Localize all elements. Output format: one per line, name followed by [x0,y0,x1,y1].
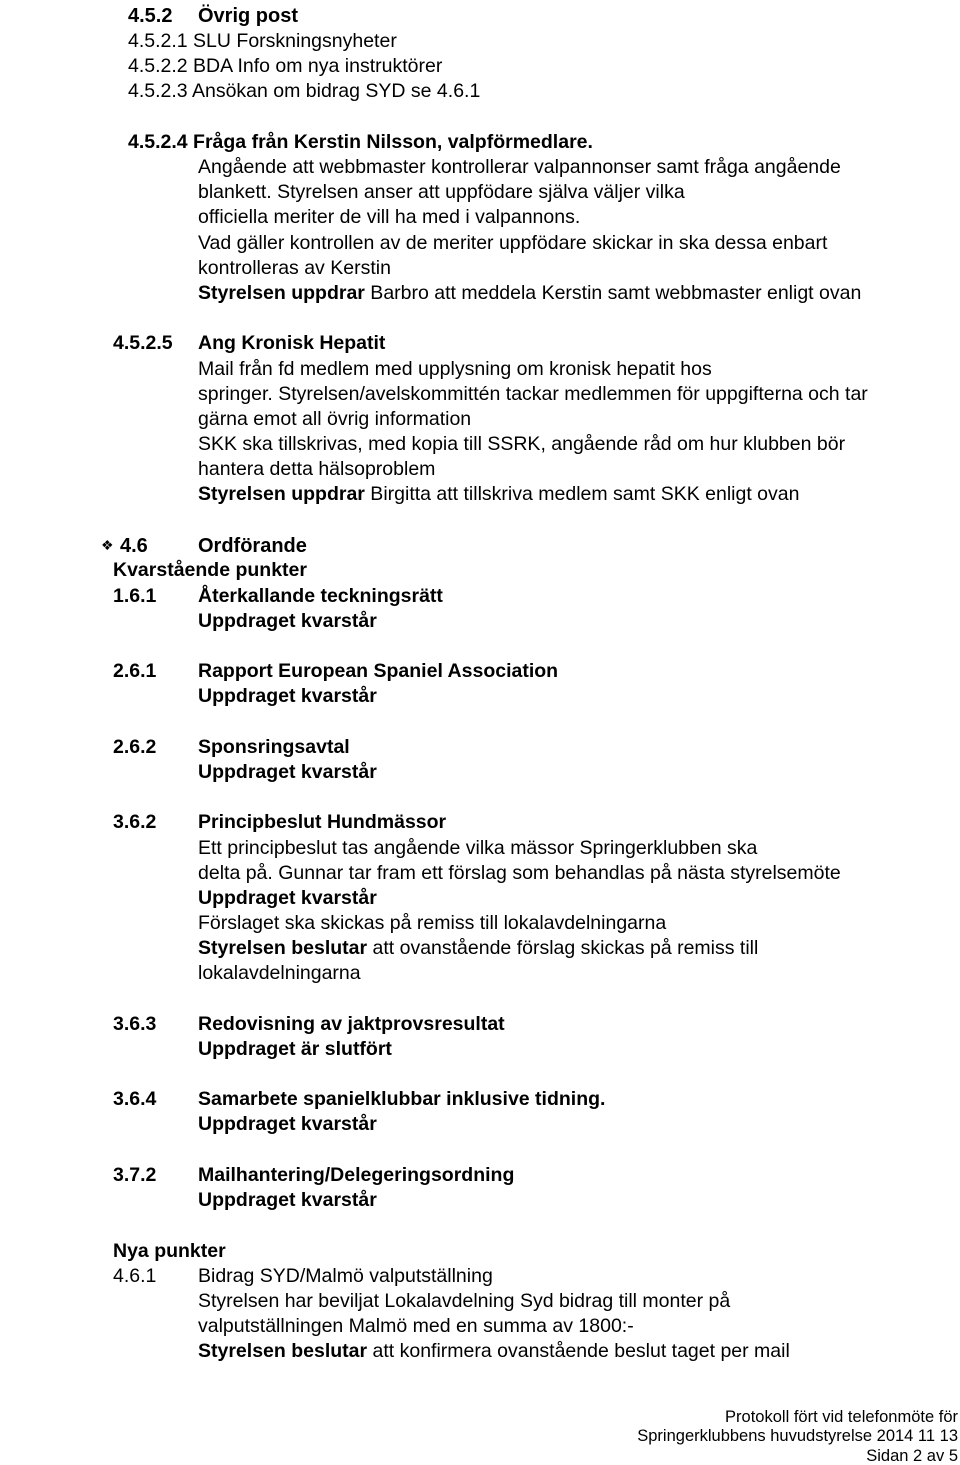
point-number: 4.6.1 [113,1265,157,1287]
paragraph-line: officiella meriter de vill ha med i valpannons. [198,206,581,228]
footer-line: Springerklubbens huvudstyrelse 2014 11 13 [637,1427,958,1445]
paragraph-line: Styrelsen har beviljat Lokalavdelning Syd bidrag till monter på [198,1290,731,1312]
paragraph-line: lokalavdelningarna [198,962,361,984]
decision-line [198,1342,790,1362]
status-text: Uppdraget kvarstår [198,1113,377,1135]
list-item: 4.5.2.2 BDA Info om nya instruktörer [128,55,443,77]
item-number: 4.5.2.5 [113,332,173,354]
section-title: Ordförande [198,535,307,557]
paragraph-line: gärna emot all övrig information [198,408,472,430]
decision-label: Styrelsen uppdrar [198,282,365,304]
subsection-heading: Nya punkter [113,1240,226,1262]
status-text: Uppdraget kvarstår [198,887,377,909]
paragraph-line: Vad gäller kontrollen av de meriter uppfödare skickar in ska dessa enbart [198,232,828,254]
point-title: Rapport European Spaniel Association [198,660,559,682]
point-number: 3.6.3 [113,1013,157,1035]
decision-text: Barbro att meddela Kerstin samt webbmaster enligt ovan [364,282,862,304]
decision-label: Styrelsen uppdrar [198,483,365,505]
status-text: Uppdraget kvarstår [198,610,377,632]
section-heading-title: Övrig post [198,5,299,27]
paragraph-line: Förslaget ska skickas på remiss till lokalavdelningarna [198,912,667,934]
point-number: 1.6.1 [113,585,157,607]
decision-line [198,939,758,959]
paragraph-line: valputställningen Malmö med en summa av 1800:- [198,1315,634,1337]
point-title: Återkallande teckningsrätt [198,585,443,607]
paragraph-line: springer. Styrelsen/avelskommittén tackar medlemmen för uppgifterna och tar [198,383,868,405]
diamond-bullet-icon: ❖ [101,537,114,553]
point-title: Bidrag SYD/Malmö valputställning [198,1265,493,1287]
decision-line [198,284,861,304]
status-text: Uppdraget kvarstår [198,685,377,707]
list-item: 4.5.2.1 SLU Forskningsnyheter [128,30,397,52]
paragraph-line: Mail från fd medlem med upplysning om kronisk hepatit hos [198,358,712,380]
list-item: 4.5.2.3 Ansökan om bidrag SYD se 4.6.1 [128,80,481,102]
paragraph-line: hantera detta hälsoproblem [198,458,436,480]
item-heading: 4.5.2.4 Fråga från Kerstin Nilsson, valpförmedlare. [128,131,593,153]
point-title: Samarbete spanielklubbar inklusive tidning. [198,1088,606,1110]
paragraph-line: Angående att webbmaster kontrollerar valpannonser samt fråga angående [198,156,841,178]
decision-text: att ovanstående förslag skickas på remiss till [367,937,759,959]
status-text: Uppdraget kvarstår [198,1189,377,1211]
point-number: 3.6.2 [113,811,157,833]
paragraph-line: SKK ska tillskrivas, med kopia till SSRK, angående råd om hur klubben bör [198,433,846,455]
section-number: 4.6 [120,535,148,557]
point-title: Redovisning av jaktprovsresultat [198,1013,505,1035]
decision-label: Styrelsen beslutar [198,1340,368,1362]
point-number: 2.6.2 [113,736,157,758]
point-number: 2.6.1 [113,660,157,682]
decision-text: Birgitta att tillskriva medlem samt SKK enligt ovan [364,483,800,505]
point-title: Principbeslut Hundmässor [198,811,447,833]
item-heading: Ang Kronisk Hepatit [198,332,386,354]
paragraph-line: delta på. Gunnar tar fram ett förslag som behandlas på nästa styrelsemöte [198,862,841,884]
decision-label: Styrelsen beslutar [198,937,368,959]
footer-line: Protokoll fört vid telefonmöte för [725,1408,958,1426]
page-number: Sidan 2 av 5 [866,1447,958,1465]
paragraph-line: kontrolleras av Kerstin [198,257,391,279]
point-number: 3.7.2 [113,1164,157,1186]
status-text: Uppdraget är slutfört [198,1038,392,1060]
paragraph-line: blankett. Styrelsen anser att uppfödare själva väljer vilka [198,181,685,203]
point-title: Mailhantering/Delegeringsordning [198,1164,515,1186]
point-number: 3.6.4 [113,1088,157,1110]
decision-line [198,485,799,505]
decision-text: att konfirmera ovanstående beslut taget per mail [367,1340,790,1362]
status-text: Uppdraget kvarstår [198,761,377,783]
section-heading-number: 4.5.2 [128,5,173,27]
subsection-heading: Kvarstående punkter [113,559,307,581]
paragraph-line: Ett principbeslut tas angående vilka mässor Springerklubben ska [198,837,758,859]
point-title: Sponsringsavtal [198,736,350,758]
